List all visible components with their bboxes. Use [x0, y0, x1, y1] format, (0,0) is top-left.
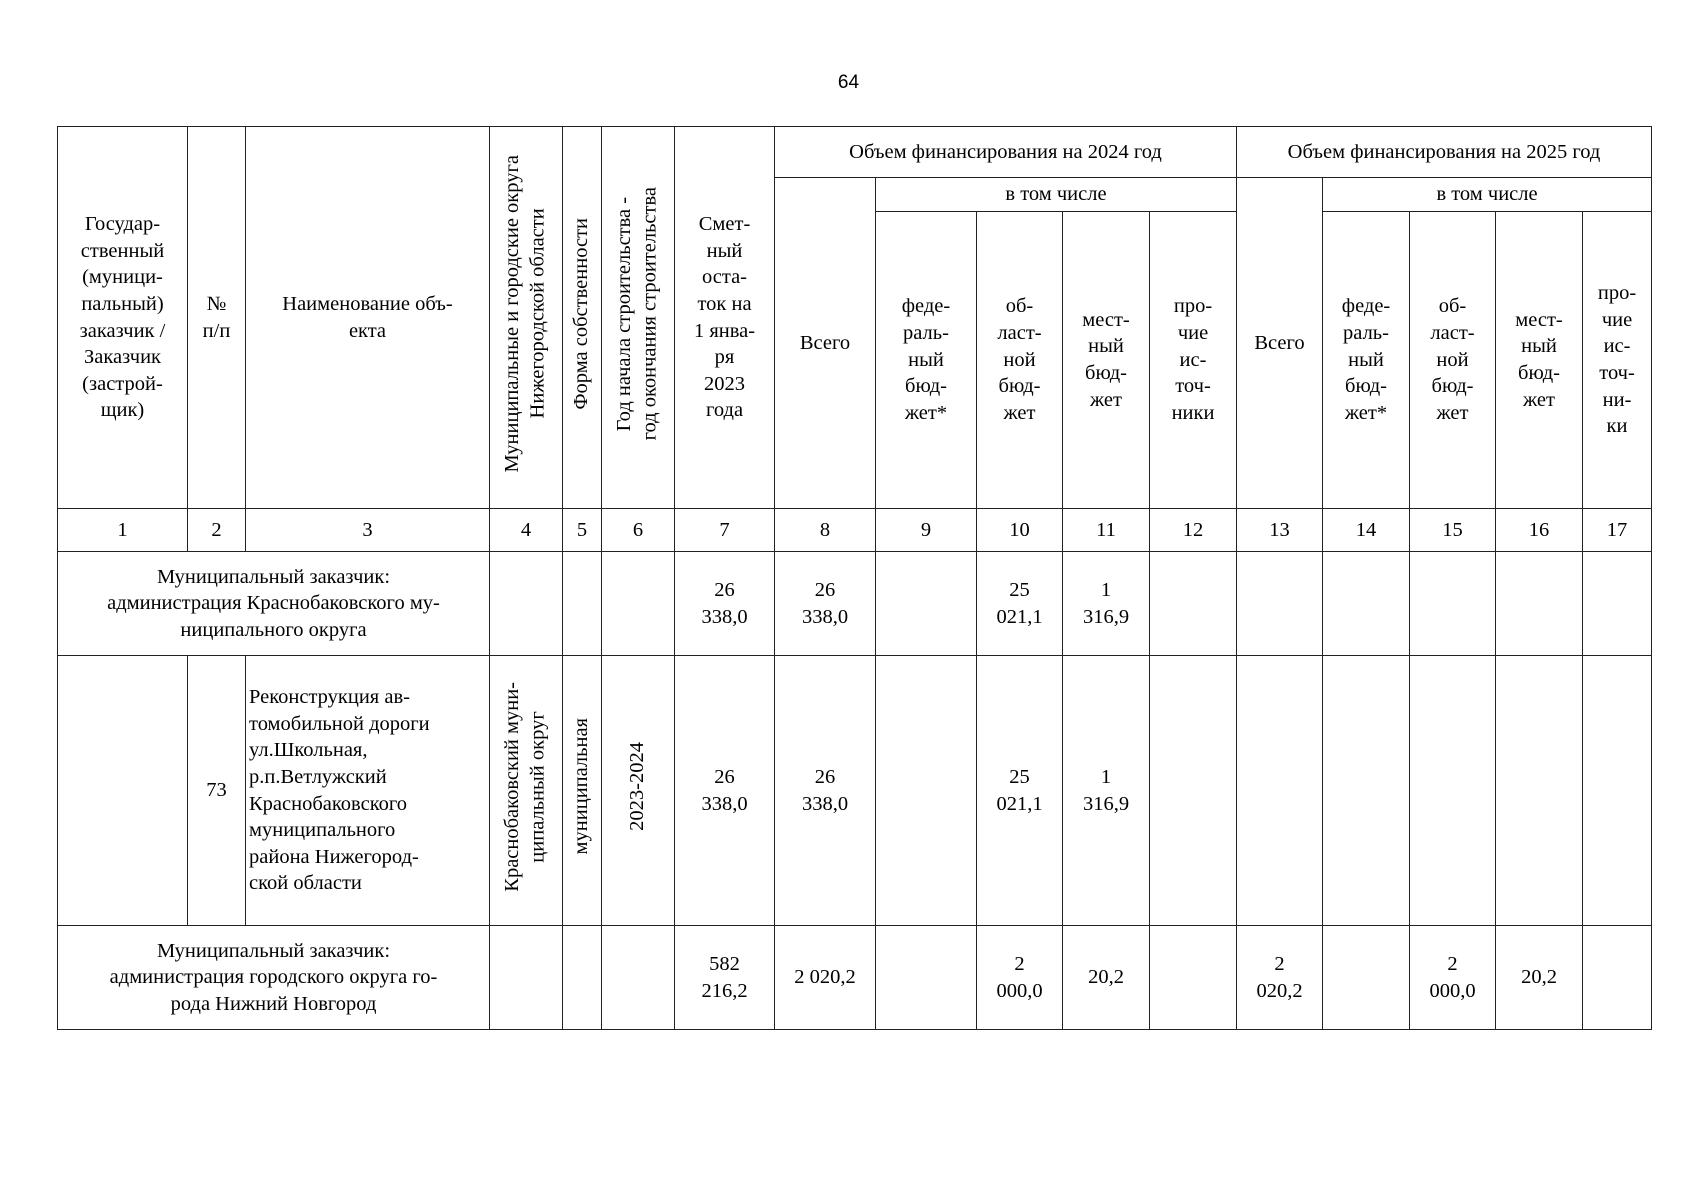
years-text: 2023-2024 — [626, 742, 649, 832]
header-years: Год начала строительства - год окончания строительства — [613, 186, 661, 441]
regional-2024-cell: 25 021,1 — [977, 552, 1063, 656]
column-number: 9 — [876, 509, 977, 552]
years-cell — [602, 552, 675, 656]
total-2024-cell: 2 020,2 — [775, 926, 876, 1030]
years-cell — [602, 926, 675, 1030]
header-estimate: Смет- ный оста- ток на 1 янва- ря 2023 года — [675, 127, 775, 509]
header-ownership: Форма собственности — [570, 217, 593, 410]
other-2025-cell — [1583, 926, 1652, 1030]
column-number: 7 — [675, 509, 775, 552]
municipality-cell — [490, 656, 563, 926]
header-funding-2025: Объем финансирования на 2025 год — [1237, 127, 1652, 178]
num-cell: 73 — [188, 656, 246, 926]
header-customer: Государ- ственный (муници- пальный) заказчик / Заказчик (застрой- щик) — [58, 127, 188, 509]
column-number: 11 — [1063, 509, 1150, 552]
local-2025-cell — [1496, 656, 1583, 926]
column-number: 5 — [563, 509, 602, 552]
regional-2025-cell: 2 000,0 — [1410, 926, 1496, 1030]
column-number: 1 — [58, 509, 188, 552]
table-row — [58, 656, 1652, 926]
header-2025-total: Всего — [1237, 178, 1323, 509]
header-2025-including: в том числе — [1323, 178, 1652, 212]
municipality-text: Краснобаковский муни- ципальный округ — [501, 681, 549, 892]
column-number: 2 — [188, 509, 246, 552]
regional-2025-cell — [1410, 656, 1496, 926]
local-2024-cell: 1 316,9 — [1063, 656, 1150, 926]
header-2024-other: про- чие ис- точ- ники — [1150, 212, 1237, 509]
object-name-cell: Реконструкция ав- томобильной дороги ул.Школьная, р.п.Ветлужский Краснобаковского муниципального района Нижегород- ской области — [246, 656, 490, 926]
header-object-name: Наименование объ- екта — [246, 127, 490, 509]
estimate-cell: 26 338,0 — [675, 552, 775, 656]
federal-2024-cell — [876, 926, 977, 1030]
column-number: 17 — [1583, 509, 1652, 552]
customer-cell — [58, 656, 188, 926]
header-num: № п/п — [188, 127, 246, 509]
ownership-cell — [563, 926, 602, 1030]
federal-2024-cell — [876, 656, 977, 926]
regional-2024-cell: 2 000,0 — [977, 926, 1063, 1030]
financing-table — [57, 126, 1652, 1030]
header-2025-federal: феде- раль- ный бюд- жет* — [1323, 212, 1410, 509]
column-number: 16 — [1496, 509, 1583, 552]
column-number: 15 — [1410, 509, 1496, 552]
header-2024-federal: феде- раль- ный бюд- жет* — [876, 212, 977, 509]
column-number: 13 — [1237, 509, 1323, 552]
years-cell — [602, 656, 675, 926]
total-2025-cell — [1237, 552, 1323, 656]
municipality-cell — [490, 926, 563, 1030]
federal-2024-cell — [876, 552, 977, 656]
total-2025-cell — [1237, 656, 1323, 926]
table-row — [58, 552, 1652, 656]
other-2024-cell — [1150, 926, 1237, 1030]
federal-2025-cell — [1323, 656, 1410, 926]
header-2025-other: про- чие ис- точ- ни- ки — [1583, 212, 1652, 509]
page-number: 64 — [837, 72, 860, 93]
header-row-1 — [58, 127, 1652, 178]
total-2024-cell: 26 338,0 — [775, 656, 876, 926]
header-municipalities: Муниципальные и городские округа Нижегородской области — [501, 154, 549, 473]
header-ownership-cell — [563, 127, 602, 509]
other-2024-cell — [1150, 552, 1237, 656]
federal-2025-cell — [1323, 552, 1410, 656]
column-number-row — [58, 509, 1652, 552]
header-municipalities-cell — [490, 127, 563, 509]
regional-2024-cell: 25 021,1 — [977, 656, 1063, 926]
header-2024-local: мест- ный бюд- жет — [1063, 212, 1150, 509]
header-2025-local: мест- ный бюд- жет — [1496, 212, 1583, 509]
other-2025-cell — [1583, 552, 1652, 656]
estimate-cell: 582 216,2 — [675, 926, 775, 1030]
ownership-cell — [563, 552, 602, 656]
other-2024-cell — [1150, 656, 1237, 926]
table-row — [58, 926, 1652, 1030]
column-number: 8 — [775, 509, 876, 552]
header-2024-regional: об- ласт- ной бюд- жет — [977, 212, 1063, 509]
customer-cell: Муниципальный заказчик: администрация городского округа го- рода Нижний Новгород — [58, 926, 490, 1030]
column-number: 4 — [490, 509, 563, 552]
regional-2025-cell — [1410, 552, 1496, 656]
estimate-cell: 26 338,0 — [675, 656, 775, 926]
local-2025-cell: 20,2 — [1496, 926, 1583, 1030]
header-funding-2024: Объем финансирования на 2024 год — [775, 127, 1237, 178]
total-2024-cell: 26 338,0 — [775, 552, 876, 656]
customer-cell: Муниципальный заказчик: администрация Краснобаковского му- ниципального округа — [58, 552, 490, 656]
column-number: 12 — [1150, 509, 1237, 552]
column-number: 6 — [602, 509, 675, 552]
column-number: 14 — [1323, 509, 1410, 552]
ownership-cell — [563, 656, 602, 926]
total-2025-cell: 2 020,2 — [1237, 926, 1323, 1030]
municipality-cell — [490, 552, 563, 656]
header-years-cell — [602, 127, 675, 509]
local-2024-cell: 20,2 — [1063, 926, 1150, 1030]
column-number: 10 — [977, 509, 1063, 552]
header-2025-regional: об- ласт- ной бюд- жет — [1410, 212, 1496, 509]
header-2024-total: Всего — [775, 178, 876, 509]
federal-2025-cell — [1323, 926, 1410, 1030]
other-2025-cell — [1583, 656, 1652, 926]
column-number: 3 — [246, 509, 490, 552]
ownership-text: муниципальная — [570, 718, 593, 855]
local-2024-cell: 1 316,9 — [1063, 552, 1150, 656]
local-2025-cell — [1496, 552, 1583, 656]
header-2024-including: в том числе — [876, 178, 1237, 212]
